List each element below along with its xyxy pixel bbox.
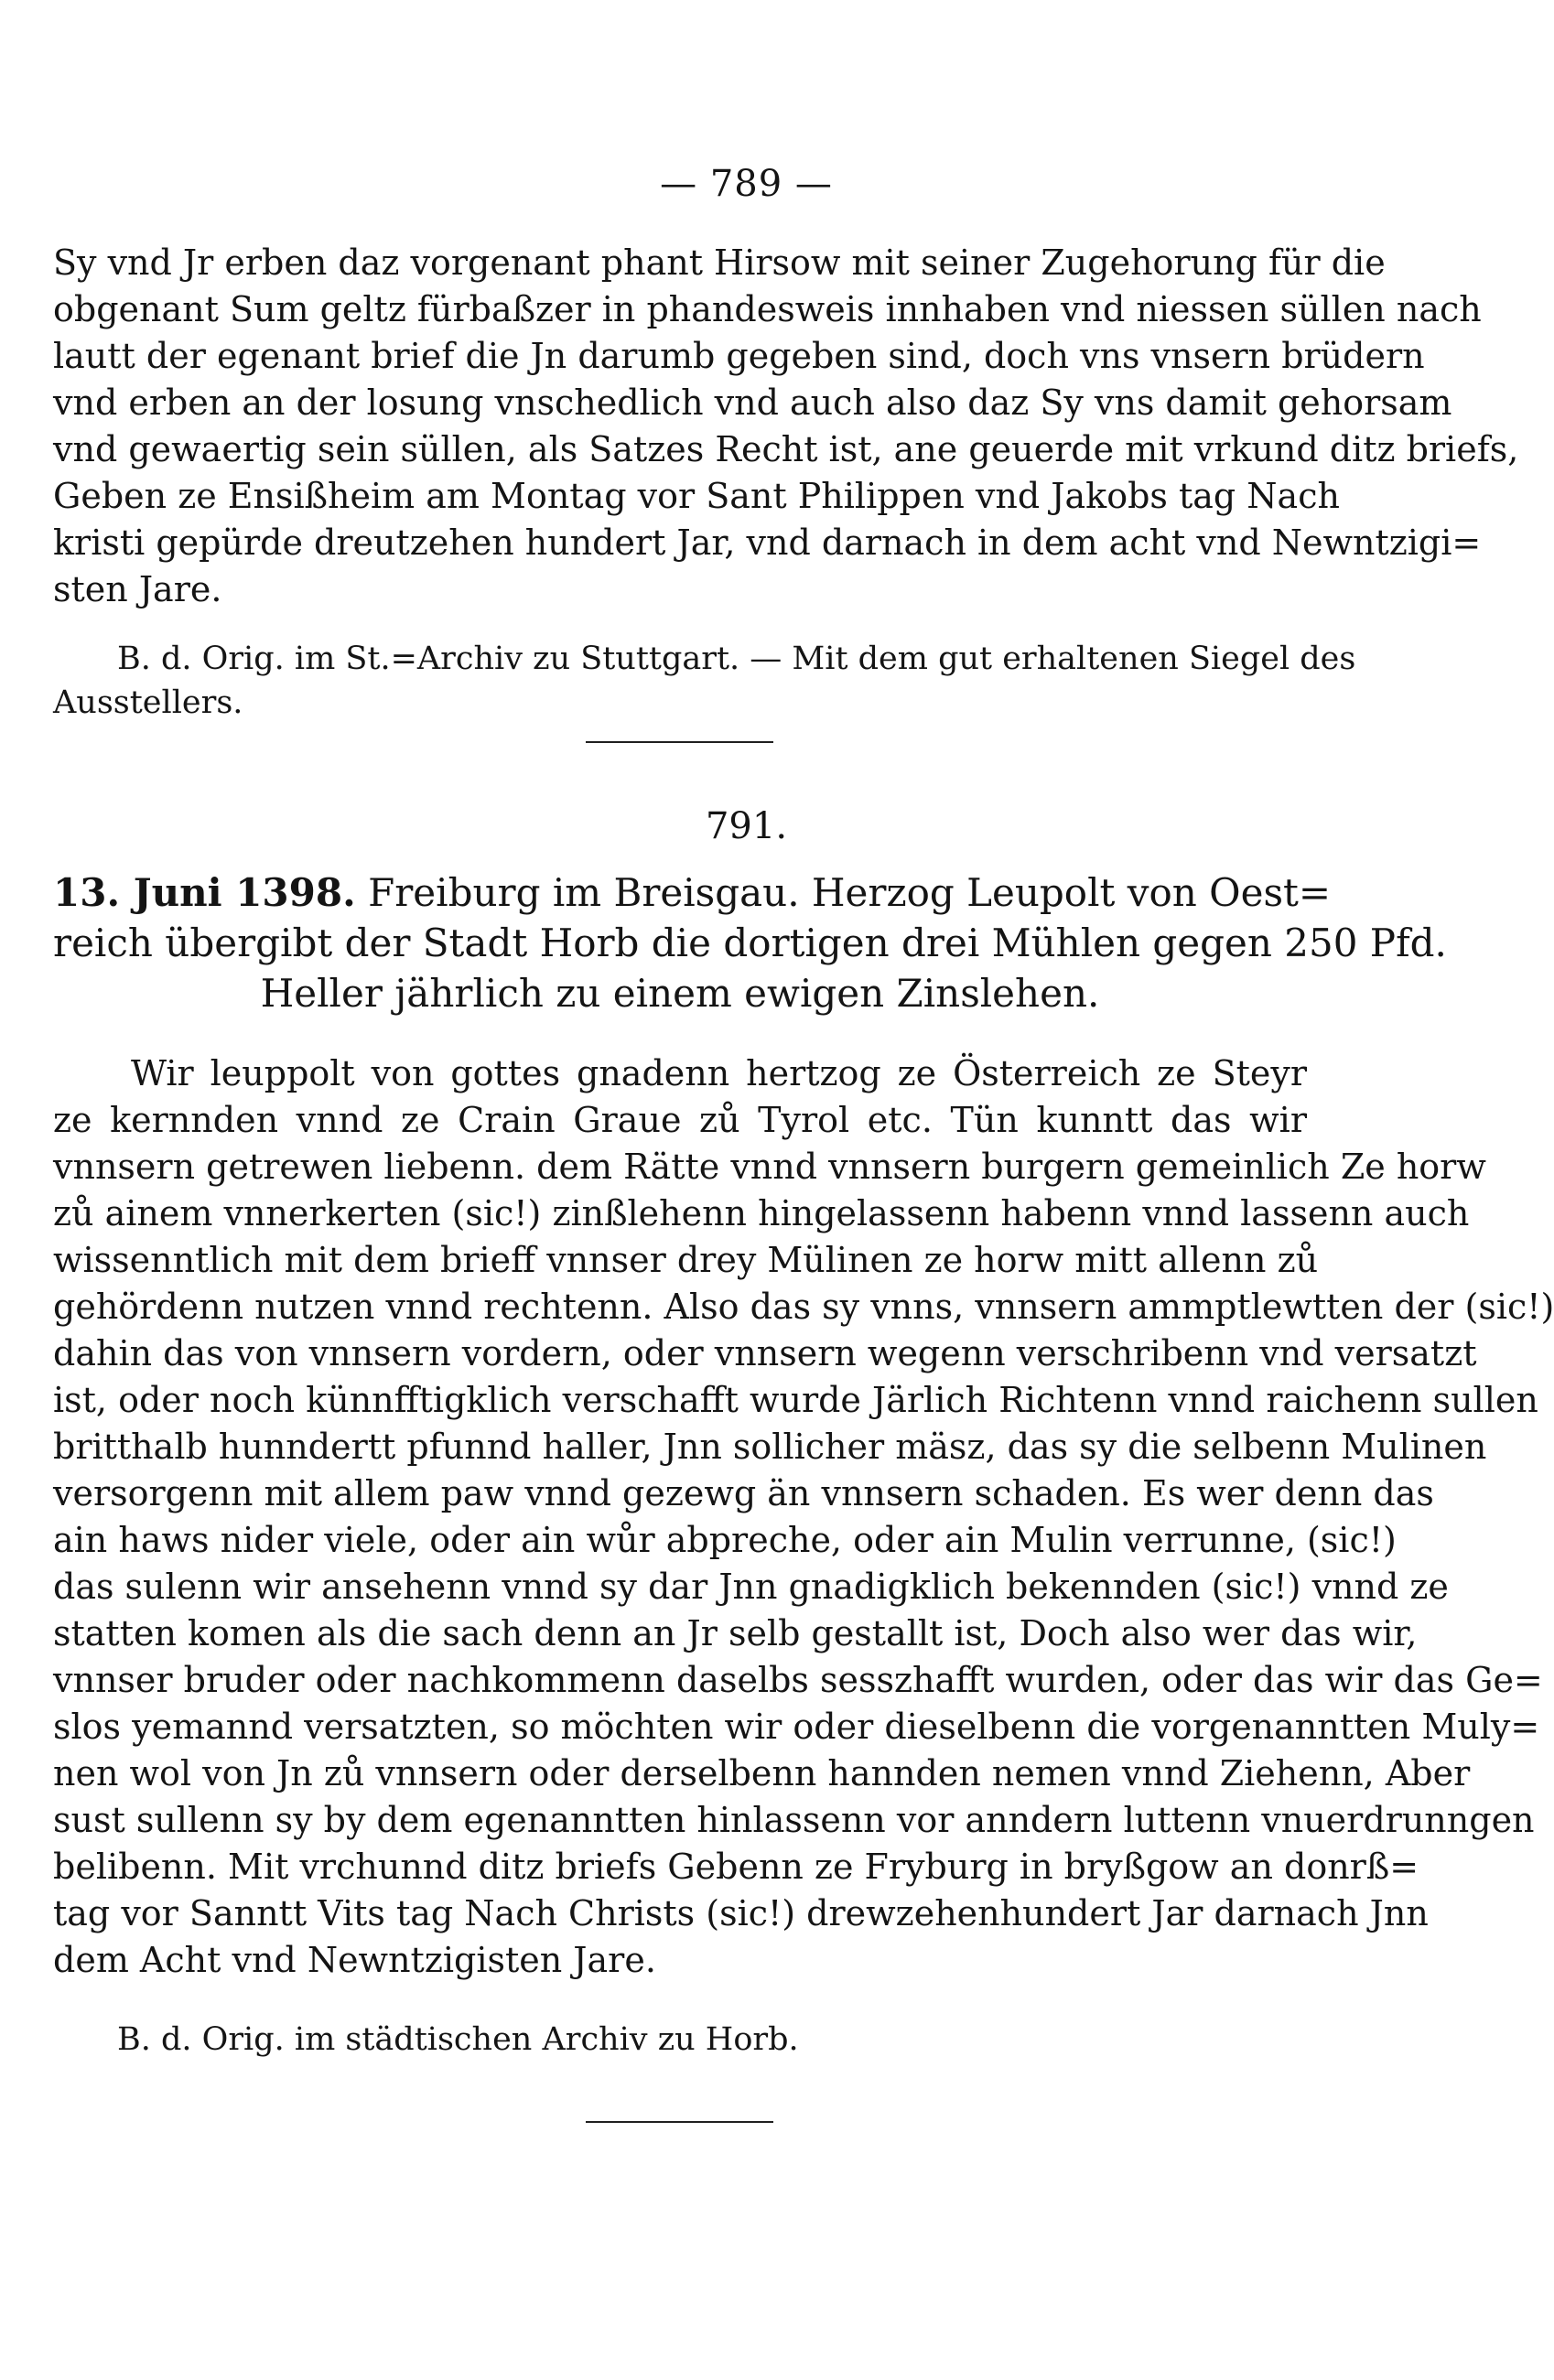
text-line: kristi gepürde dreutzehen hundert Jar, vnd darnach in dem acht vnd Newntzigi= (53, 522, 1482, 563)
document-number: 791. (705, 805, 788, 847)
text-line: ain haws nider viele, oder ain wůr abpreche, oder ain Mulin verrunne, (sic!) (53, 1520, 1397, 1560)
document-source (53, 2018, 1307, 2062)
source-line: Ausstellers. (53, 684, 243, 721)
text-line: britthalb hunndertt pfunnd haller, Jnn sollicher mäsz, das sy die selbenn Mulinen (53, 1427, 1487, 1467)
divider-rule (586, 741, 773, 743)
text-line: vnnser bruder oder nachkommenn daselbs sesszhafft wurden, oder das wir das Ge= (53, 1660, 1543, 1700)
prior-document-paragraph (53, 240, 1519, 613)
text-line: vnnsern getrewen liebenn. dem Rätte vnnd vnnsern burgern gemeinlich Ze horw (53, 1147, 1486, 1187)
heading-text: Freiburg im Breisgau. Herzog Leupolt von Oest= (355, 870, 1332, 915)
text-line: ze kernnden vnnd ze Crain Graue zů Tyrol etc. Tün kunntt das wir (53, 1100, 1307, 1140)
text-line: sten Jare. (53, 569, 222, 609)
text-line: statten komen als die sach denn an Jr selb gestallt ist, Doch also wer das wir, (53, 1613, 1418, 1653)
prior-document-text (53, 240, 1519, 613)
text-line: ist, oder noch künnfftigklich verschafft wurde Järlich Richtenn vnnd raichenn sullen (53, 1380, 1538, 1420)
text-line: Sy vnd Jr erben daz vorgenant phant Hirsow mit seiner Zugehorung für die (53, 242, 1386, 283)
text-line: Geben ze Ensißheim am Montag vor Sant Philippen vnd Jakobs tag Nach (53, 476, 1340, 516)
text-line: tag vor Sanntt Vits tag Nach Christs (sic!) drewzehenhundert Jar darnach Jnn (53, 1893, 1429, 1933)
page-number: — 789 — (660, 163, 833, 205)
text-line: vnd gewaertig sein süllen, als Satzes Recht ist, ane geuerde mit vrkund ditz briefs, (53, 429, 1519, 469)
document-date: 13. Juni 1398. (53, 870, 356, 915)
document-body (53, 1050, 1554, 1984)
text-line: wissenntlich mit dem brieff vnnser drey Mülinen ze horw mitt allenn zů (53, 1240, 1319, 1280)
document-body-paragraph (53, 1050, 1554, 1984)
heading-line (53, 867, 1332, 918)
text-line: sust sullenn sy by dem egenanntten hinlassenn vor anndern luttenn vnuerdrunngen (53, 1800, 1535, 1840)
text-line: das sulenn wir ansehenn vnnd sy dar Jnn gnadigklich bekennden (sic!) vnnd ze (53, 1567, 1449, 1607)
text-line: dem Acht vnd Newntzigisten Jare. (53, 1940, 656, 1980)
source-line: B. d. Orig. im städtischen Archiv zu Horb. (117, 2021, 799, 2058)
heading-line: reich übergibt der Stadt Horb die dortigen drei Mühlen gegen 250 Pfd. (53, 921, 1447, 965)
divider-rule (586, 2121, 773, 2123)
document-heading (53, 867, 1447, 1018)
text-line: dahin das von vnnsern vordern, oder vnnsern wegenn verschribenn vnd versatzt (53, 1333, 1477, 1373)
text-line: belibenn. Mit vrchunnd ditz briefs Gebenn ze Fryburg in bryßgow an donrß= (53, 1847, 1419, 1887)
prior-document-source (53, 637, 1356, 725)
text-line: zů ainem vnnerkerten (sic!) zinßlehenn hingelassenn habenn vnnd lassenn auch (53, 1193, 1470, 1233)
text-line: versorgenn mit allem paw vnnd gezewg än vnnsern schaden. Es wer denn das (53, 1473, 1434, 1513)
text-line: obgenant Sum geltz fürbaßzer in phandesweis innhaben vnd niessen süllen nach (53, 289, 1482, 329)
text-line: Wir leuppolt von gottes gnadenn hertzog ze Österreich ze Steyr (131, 1053, 1307, 1093)
text-line: nen wol von Jn zů vnnsern oder derselbenn hannden nemen vnnd Ziehenn, Aber (53, 1753, 1471, 1793)
text-line: slos yemannd versatzten, so möchten wir oder dieselbenn die vorgenanntten Muly= (53, 1707, 1540, 1747)
text-line: gehördenn nutzen vnnd rechtenn. Also das sy vnns, vnnsern ammptlewtten der (sic!) (53, 1287, 1554, 1327)
text-line: vnd erben an der losung vnschedlich vnd auch also daz Sy vns damit gehorsam (53, 382, 1452, 423)
heading-line: Heller jährlich zu einem ewigen Zinslehen. (260, 971, 1100, 1016)
source-line: B. d. Orig. im St.=Archiv zu Stuttgart. — Mit dem gut erhaltenen Siegel des (117, 641, 1356, 677)
text-line: lautt der egenant brief die Jn darumb gegeben sind, doch vns vnsern brüdern (53, 336, 1425, 376)
